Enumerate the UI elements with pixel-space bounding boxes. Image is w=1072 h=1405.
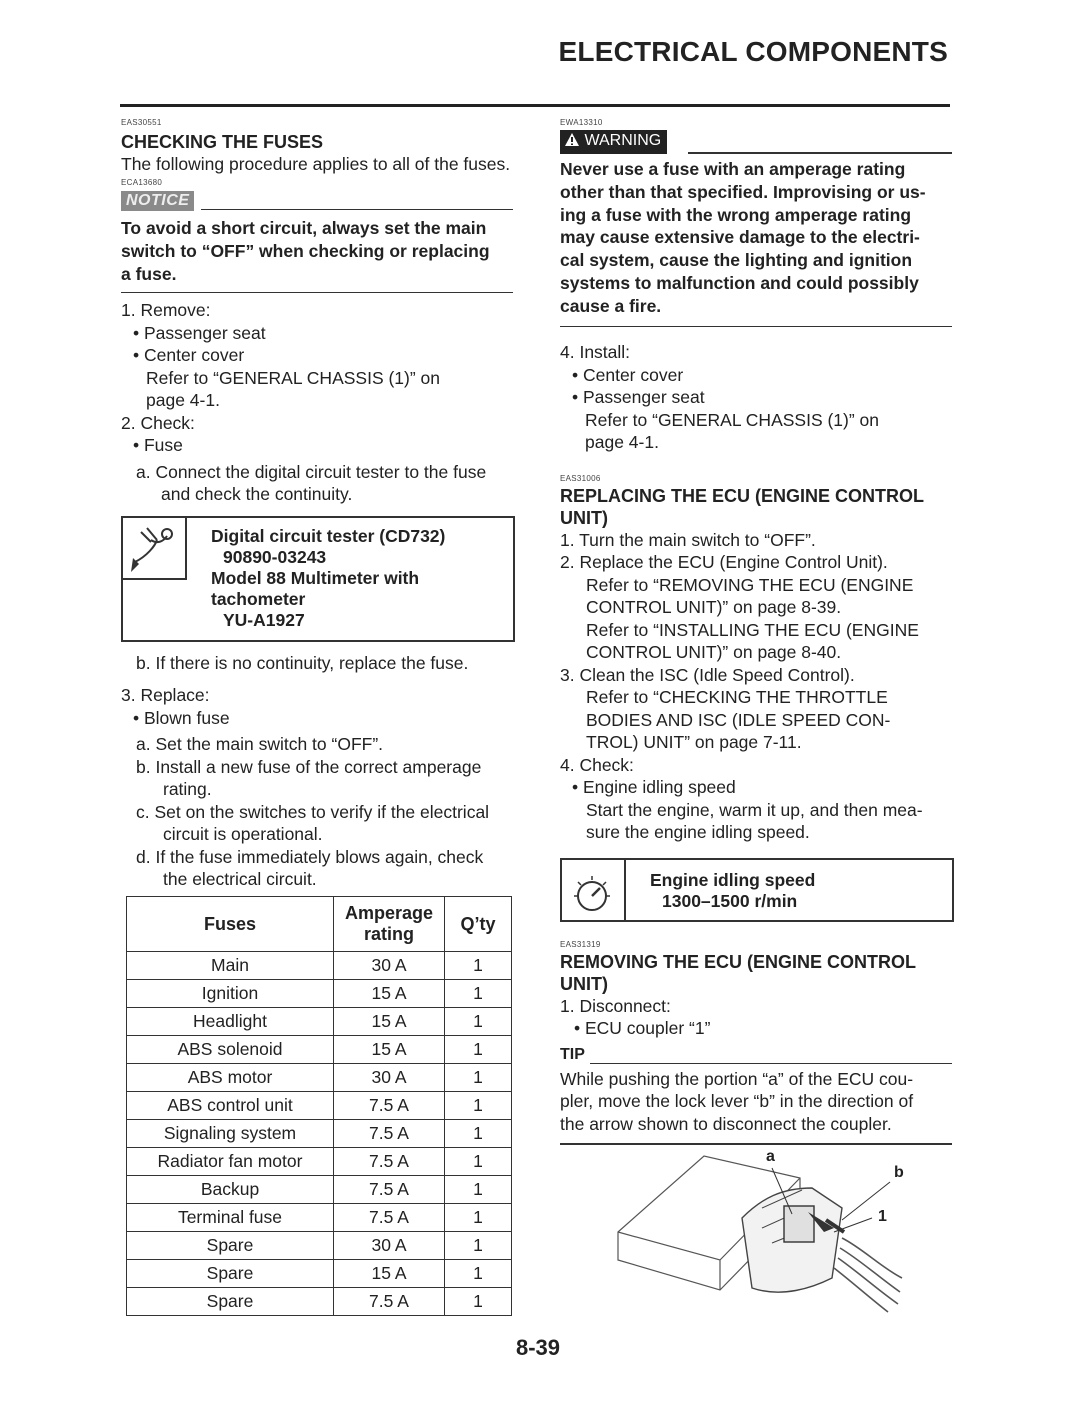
right-column [560, 118, 952, 1145]
left-column [121, 118, 513, 891]
table-row [127, 1092, 512, 1120]
tip-header [560, 1046, 952, 1068]
tip-text: While pushing the portion “a” of the ECU cou- pler, move the lock lever “b” in the direction of the arrow shown to disconnect the coupler. [560, 1068, 914, 1134]
idle-spec-text: Engine idling speed 1300–1500 r/min [650, 869, 816, 911]
amperage-cell: 15 A [334, 1036, 445, 1064]
warning-badge [560, 130, 667, 154]
amperage-cell: 15 A [334, 1008, 445, 1036]
qty-cell: 1 [445, 1120, 512, 1148]
fuse-table [126, 896, 512, 1316]
warning-code: EWA13310 [560, 118, 603, 127]
ecu-code: EAS31006 [560, 473, 601, 483]
table-row [127, 1176, 512, 1204]
warning-label: WARNING [584, 132, 662, 149]
ecu-coupler-figure [612, 1148, 922, 1324]
qty-cell: 1 [445, 1008, 512, 1036]
ecu-heading: REPLACING THE ECU (ENGINE CONTROL UNIT) [560, 485, 925, 528]
qty-cell: 1 [445, 1232, 512, 1260]
amperage-cell: 7.5 A [334, 1092, 445, 1120]
fuse-name-cell: ABS control unit [127, 1092, 334, 1120]
remove-heading: REMOVING THE ECU (ENGINE CONTROL UNIT) [560, 951, 917, 994]
table-row [127, 1120, 512, 1148]
amperage-cell: 7.5 A [334, 1176, 445, 1204]
fuse-name-cell: Spare [127, 1232, 334, 1260]
notice-code: ECA13680 [121, 177, 163, 187]
fuse-name-cell: Spare [127, 1288, 334, 1316]
qty-cell: 1 [445, 1176, 512, 1204]
tester-icon [123, 518, 187, 580]
fuse-name-cell: Signaling system [127, 1120, 334, 1148]
qty-cell: 1 [445, 1092, 512, 1120]
col-fuses: Fuses [127, 897, 334, 952]
warning-rule [560, 326, 952, 328]
idle-spec-box [560, 858, 954, 922]
notice-label: NOTICE [121, 191, 194, 211]
table-row [127, 1260, 512, 1288]
section-code: EAS30551 [121, 118, 162, 127]
qty-cell: 1 [445, 1036, 512, 1064]
fuse-name-cell: ABS motor [127, 1064, 334, 1092]
qty-cell: 1 [445, 980, 512, 1008]
page-title: ELECTRICAL COMPONENTS [558, 36, 948, 67]
amperage-cell: 30 A [334, 1232, 445, 1260]
tester-spec-box [121, 516, 515, 642]
step-b: b. If there is no continuity, replace the fuse. [136, 652, 469, 673]
amperage-cell: 30 A [334, 1064, 445, 1092]
fuse-name-cell: Spare [127, 1260, 334, 1288]
notice-rule [121, 292, 513, 294]
section-heading: CHECKING THE FUSES [121, 132, 324, 152]
qty-cell: 1 [445, 1064, 512, 1092]
tachometer-icon [562, 860, 626, 920]
amperage-cell: 30 A [334, 952, 445, 980]
amperage-cell: 7.5 A [334, 1288, 445, 1316]
tip-label: TIP [560, 1045, 585, 1063]
warning-icon [564, 132, 580, 152]
fuse-name-cell: Headlight [127, 1008, 334, 1036]
fuse-name-cell: Ignition [127, 980, 334, 1008]
table-row [127, 1064, 512, 1092]
fuse-name-cell: Radiator fan motor [127, 1148, 334, 1176]
amperage-cell: 15 A [334, 1260, 445, 1288]
fuse-name-cell: Main [127, 952, 334, 980]
qty-cell: 1 [445, 1288, 512, 1316]
warning-text: Never use a fuse with an amperage rating other than that specified. Improvising or us- ing a fuse with the wrong amperage rating may cause extensive damage to the electri- cal system, cause the lighting and ignition systems to malfunction and could possibly cause a fire. [560, 159, 926, 316]
fig-label-b: b [894, 1164, 904, 1181]
amperage-cell: 15 A [334, 980, 445, 1008]
table-row [127, 1008, 512, 1036]
fig-label-a: a [766, 1148, 775, 1165]
qty-cell: 1 [445, 952, 512, 980]
replace-steps: 3. Replace: • Blown fuse a. Set the main switch to “OFF”. b. Install a new fuse of the correct amperage rating. c. Set on the switches to verify if the electrical circuit is operational. d. If the fuse immediately blows again, check the electrical circuit. [121, 685, 490, 889]
table-row [127, 952, 512, 980]
fuse-name-cell: Backup [127, 1176, 334, 1204]
notice-header [121, 191, 513, 215]
qty-cell: 1 [445, 1148, 512, 1176]
amperage-cell: 7.5 A [334, 1204, 445, 1232]
warning-header [560, 130, 952, 156]
remove-steps: 1. Disconnect: • ECU coupler “1” [560, 995, 711, 1039]
qty-cell: 1 [445, 1204, 512, 1232]
fig-label-1: 1 [878, 1208, 887, 1225]
procedure-steps: 1. Remove: • Passenger seat • Center cover Refer to “GENERAL CHASSIS (1)” on page 4-1. 2. Check: • Fuse a. Connect the digital circuit tester to the fuse and check the continuity. [121, 300, 487, 504]
qty-cell: 1 [445, 1260, 512, 1288]
fuse-table-header [127, 897, 512, 952]
tester-spec-text: Digital circuit tester (CD732) 90890-03243 Model 88 Multimeter with tachometer YU-A1927 [211, 525, 446, 630]
remove-code: EAS31319 [560, 939, 601, 949]
fuse-name-cell: Terminal fuse [127, 1204, 334, 1232]
ecu-steps: 1. Turn the main switch to “OFF”. 2. Replace the ECU (Engine Control Unit). Refer to “REMOVING THE ECU (ENGINE CONTROL UNIT)” on page 8-39. Refer to “INSTALLING THE ECU (ENGINE CONTROL UNIT)” on page 8-40. 3. Clean the ISC (Idle Speed Control). Refer to “CHECKING THE THROTTLE BODIES AND ISC (IDLE SPEED CON- TROL) UNIT” on page 7-11. 4. Check: • Engine idling speed Start the engine, warm it up, and then mea- sure the engine idling speed. [560, 529, 923, 843]
table-row [127, 1288, 512, 1316]
fuse-name-cell: ABS solenoid [127, 1036, 334, 1064]
table-row [127, 1204, 512, 1232]
page-number: 8-39 [516, 1335, 561, 1360]
col-qty: Q’ty [445, 897, 512, 952]
ecu-coupler-drawing [612, 1148, 922, 1324]
amperage-cell: 7.5 A [334, 1148, 445, 1176]
fuse-table-body [127, 952, 512, 1316]
table-row [127, 1036, 512, 1064]
table-row [127, 1148, 512, 1176]
col-amperage: Amperage rating [334, 897, 445, 952]
tip-rule [560, 1143, 952, 1145]
intro-text: The following procedure applies to all of the fuses. [121, 154, 511, 174]
notice-text: To avoid a short circuit, always set the main switch to “OFF” when checking or replacing a fuse. [121, 217, 490, 284]
table-row [127, 1232, 512, 1260]
table-row [127, 980, 512, 1008]
header-rule [120, 104, 950, 107]
amperage-cell: 7.5 A [334, 1120, 445, 1148]
install-steps: 4. Install: • Center cover • Passenger seat Refer to “GENERAL CHASSIS (1)” on page 4-1. [560, 342, 880, 453]
